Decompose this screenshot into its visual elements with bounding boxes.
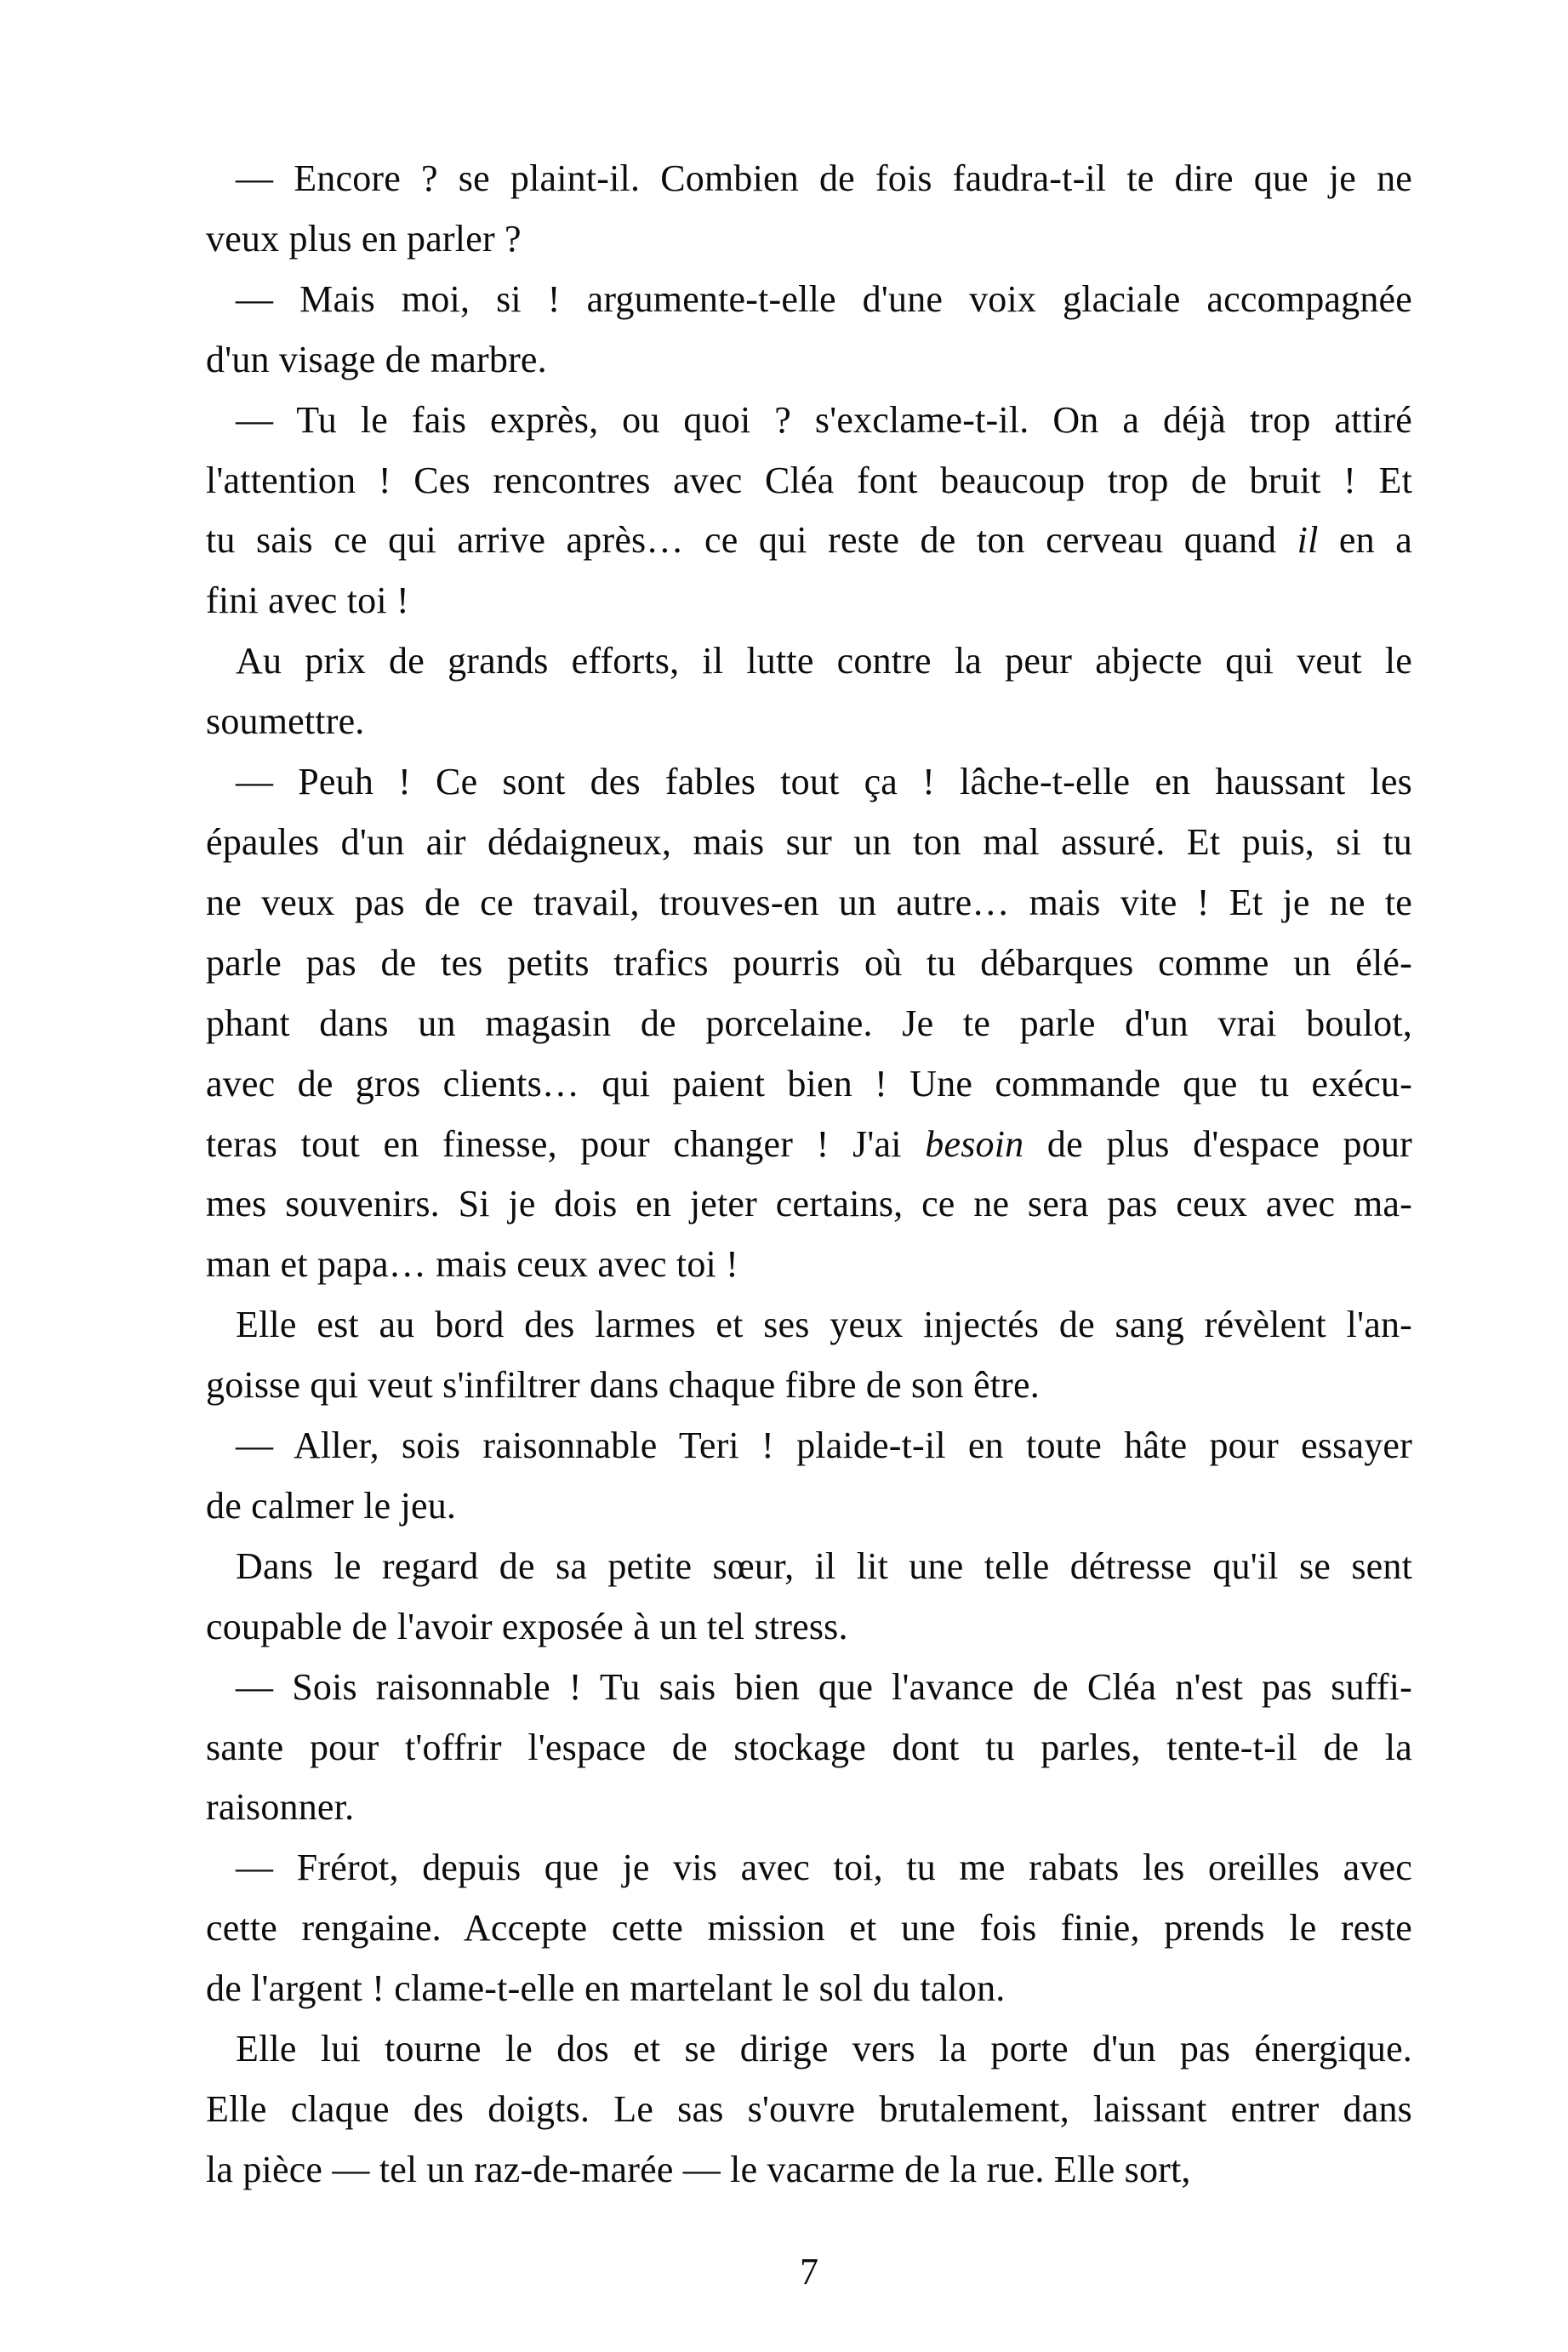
text-line <box>206 1537 1412 1597</box>
text-line <box>206 752 1412 813</box>
paragraph <box>206 1537 1412 1658</box>
text-line <box>206 1898 1412 1959</box>
text-line <box>206 209 1412 270</box>
text-segment: Elle lui tourne le dos et se dirige vers la porte d'un pas énergique. <box>236 2028 1412 2070</box>
text-line <box>206 1718 1412 1778</box>
text-segment: coupable de l'avoir exposée à un tel stress. <box>206 1605 848 1647</box>
text-line <box>206 451 1412 511</box>
text-line <box>206 1476 1412 1537</box>
text-line <box>206 149 1412 209</box>
paragraph <box>206 391 1412 632</box>
text-line <box>206 330 1412 391</box>
text-segment: — Aller, sois raisonnable Teri ! plaide-t-il en toute hâte pour essayer <box>236 1424 1412 1467</box>
text-segment: l'attention ! Ces rencontres avec Cléa font beaucoup trop de bruit ! Et <box>206 459 1412 501</box>
text-line <box>206 391 1412 451</box>
text-segment: soumettre. <box>206 700 365 743</box>
text-line <box>206 873 1412 933</box>
text-segment: Elle est au bord des larmes et ses yeux injectés de sang révèlent l'an- <box>236 1304 1412 1346</box>
text-line <box>206 1838 1412 1898</box>
text-line <box>206 1597 1412 1658</box>
text-segment: avec de gros clients… qui paient bien ! Une commande que tu exécu- <box>206 1062 1412 1105</box>
text-segment: — Sois raisonnable ! Tu sais bien que l'avance de Cléa n'est pas suffi- <box>236 1665 1412 1708</box>
text-line <box>206 933 1412 994</box>
text-segment: de calmer le jeu. <box>206 1484 457 1527</box>
text-segment: la pièce — tel un raz-de-marée — le vacarme de la rue. Elle sort, <box>206 2148 1191 2190</box>
text-segment: veux plus en parler ? <box>206 217 522 260</box>
page-number: 7 <box>800 2251 818 2292</box>
text-segment: Dans le regard de sa petite sœur, il lit une telle détresse qu'il se sent <box>236 1544 1412 1587</box>
text-segment: phant dans un magasin de porcelaine. Je te parle d'un vrai boulot, <box>206 1002 1412 1044</box>
text-line <box>206 1054 1412 1115</box>
text-segment: goisse qui veut s'infiltrer dans chaque fibre de son être. <box>206 1364 1040 1407</box>
text-segment: mes souvenirs. Si je dois en jeter certains, ce ne sera pas ceux avec ma- <box>206 1183 1412 1225</box>
text-segment: — Encore ? se plaint-il. Combien de fois faudra-t-il te dire que je ne <box>236 157 1412 199</box>
text-line <box>206 571 1412 631</box>
text-segment: parle pas de tes petits trafics pourris où tu débarques comme un élé- <box>206 941 1412 984</box>
text-line <box>206 270 1412 330</box>
text-line <box>206 1658 1412 1718</box>
text-segment: fini avec toi ! <box>206 579 409 622</box>
paragraph <box>206 2019 1412 2201</box>
text-segment: — Tu le fais exprès, ou quoi ? s'exclame-t-il. On a déjà trop attiré <box>236 398 1412 441</box>
paragraph <box>206 270 1412 391</box>
text-line <box>206 2019 1412 2080</box>
text-line <box>206 1959 1412 2019</box>
text-segment: de plus d'espace pour <box>1023 1122 1412 1165</box>
text-segment: ne veux pas de ce travail, trouves-en un autre… mais vite ! Et je ne te <box>206 881 1412 923</box>
text-segment: épaules d'un air dédaigneux, mais sur un ton mal assuré. Et puis, si tu <box>206 820 1412 863</box>
text-segment-italic: il <box>1297 519 1319 562</box>
paragraph <box>206 1295 1412 1416</box>
text-line <box>206 994 1412 1054</box>
text-line <box>206 1778 1412 1838</box>
text-line <box>206 813 1412 873</box>
text-segment: sante pour t'offrir l'espace de stockage dont tu parles, tente-t-il de la <box>206 1726 1412 1768</box>
paragraph <box>206 149 1412 270</box>
paragraph <box>206 1838 1412 2019</box>
text-segment: teras tout en finesse, pour changer ! J'ai <box>206 1122 926 1165</box>
text-line <box>206 1356 1412 1416</box>
paragraph <box>206 1416 1412 1537</box>
text-segment: — Mais moi, si ! argumente-t-elle d'une voix glaciale accompagnée <box>236 277 1412 320</box>
text-segment: tu sais ce qui arrive après… ce qui reste de ton cerveau quand <box>206 519 1297 562</box>
paragraph <box>206 1658 1412 1839</box>
text-segment: raisonner. <box>206 1786 355 1829</box>
text-line <box>206 1235 1412 1295</box>
text-segment: — Peuh ! Ce sont des fables tout ça ! lâche-t-elle en haussant les <box>236 761 1412 803</box>
page-text <box>206 149 1412 2201</box>
text-segment: — Frérot, depuis que je vis avec toi, tu me rabats les oreilles avec <box>236 1847 1412 1889</box>
text-line <box>206 1115 1412 1175</box>
text-segment: d'un visage de marbre. <box>206 338 547 380</box>
text-segment: Elle claque des doigts. Le sas s'ouvre brutalement, laissant entrer dans <box>206 2088 1412 2130</box>
text-segment-italic: besoin <box>925 1122 1024 1165</box>
paragraph <box>206 631 1412 752</box>
text-line <box>206 692 1412 752</box>
text-line <box>206 511 1412 571</box>
text-line <box>206 1174 1412 1235</box>
text-line <box>206 2140 1412 2201</box>
text-segment: de l'argent ! clame-t-elle en martelant le sol du talon. <box>206 1967 1006 2010</box>
text-segment: man et papa… mais ceux avec toi ! <box>206 1243 739 1286</box>
text-line <box>206 1416 1412 1476</box>
paragraph <box>206 752 1412 1295</box>
text-line <box>206 2080 1412 2140</box>
text-segment: en a <box>1318 519 1412 562</box>
text-segment: cette rengaine. Accepte cette mission et une fois finie, prends le reste <box>206 1907 1412 1950</box>
text-line <box>206 631 1412 692</box>
text-segment: Au prix de grands efforts, il lutte contre la peur abjecte qui veut le <box>236 640 1412 682</box>
text-line <box>206 1295 1412 1356</box>
